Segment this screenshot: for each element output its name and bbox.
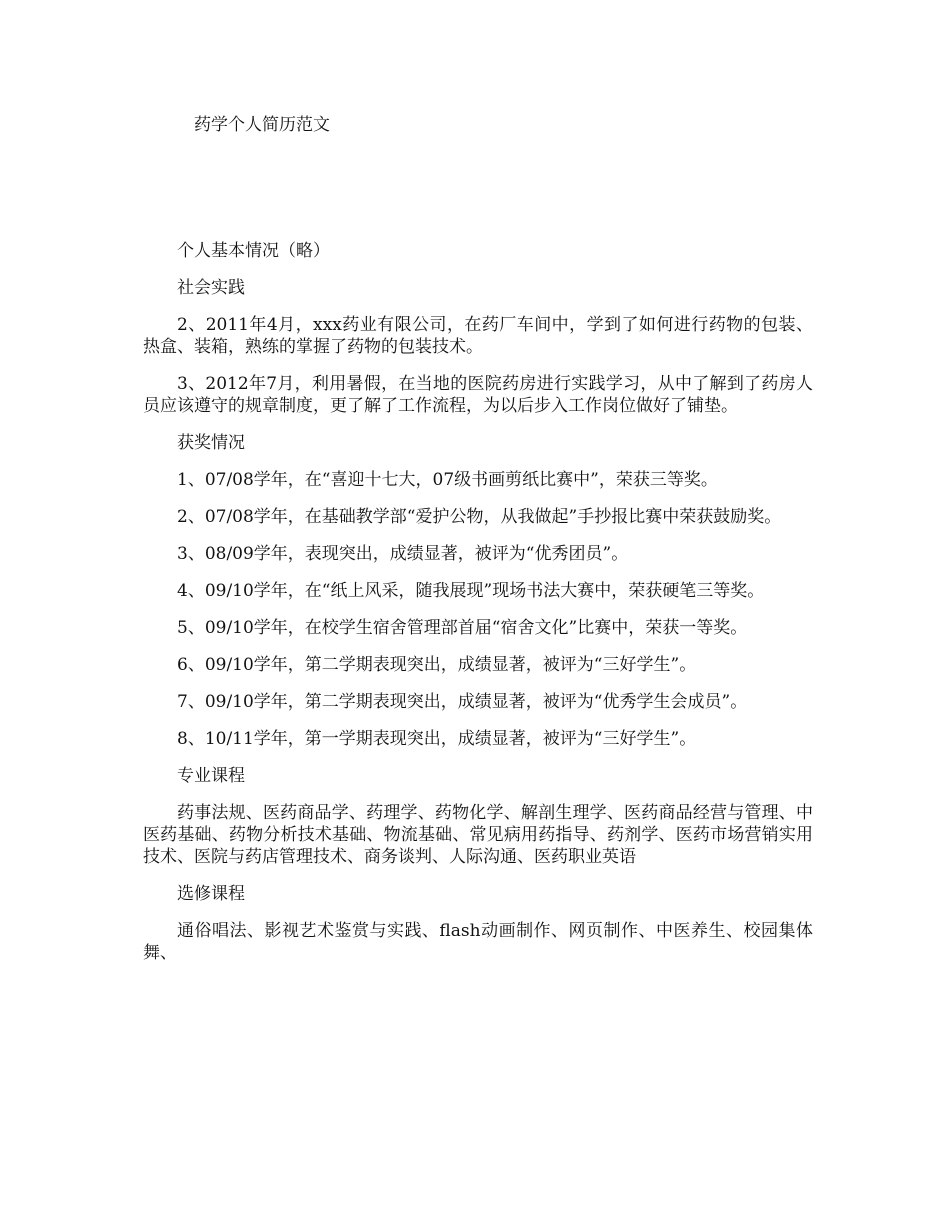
courses-heading: 专业课程 [177,766,245,786]
practice-item: 3、2012年7月，利用暑假，在当地的医院药房进行实践学习，从中了解到了药房人员应该遵守的规章制度，更了解了工作流程，为以后步入工作岗位做好了铺垫。 [143,374,813,416]
basic-info-heading: 个人基本情况（略） [177,241,330,261]
award-item: 8、10/11学年，第一学期表现突出，成绩显著，被评为“三好学生”。 [177,729,697,749]
document-title: 药学个人简历范文 [194,115,330,135]
document-body [143,240,813,979]
courses-text: 药事法规、医药商品学、药理学、药物化学、解剖生理学、医药商品经营与管理、中医药基础、药物分析技术基础、物流基础、常见病用药指导、药剂学、医药市场营销实用技术、医院与药店管理技术、商务谈判、人际沟通、医药职业英语 [143,803,813,867]
award-item: 1、07/08学年，在“喜迎十七大，07级书画剪纸比赛中”，荣获三等奖。 [177,470,718,490]
award-item: 5、09/10学年，在校学生宿舍管理部首届“宿舍文化”比赛中，荣获一等奖。 [177,618,748,638]
award-item: 6、09/10学年，第二学期表现突出，成绩显著，被评为“三好学生”。 [177,655,697,675]
practice-heading: 社会实践 [177,278,245,298]
award-item: 4、09/10学年，在“纸上风采，随我展现”现场书法大赛中，荣获硬笔三等奖。 [177,581,765,601]
electives-heading: 选修课程 [177,884,245,904]
award-item: 2、07/08学年，在基础教学部“爱护公物，从我做起”手抄报比赛中荣获鼓励奖。 [177,507,782,527]
electives-text: 通俗唱法、影视艺术鉴赏与实践、flash动画制作、网页制作、中医养生、校园集体舞、 [143,921,813,963]
award-item: 7、09/10学年，第二学期表现突出，成绩显著，被评为“优秀学生会成员”。 [177,692,748,712]
awards-heading: 获奖情况 [177,433,245,453]
practice-item: 2、2011年4月，xxx药业有限公司，在药厂车间中，学到了如何进行药物的包装、热盒、装箱，熟练的掌握了药物的包装技术。 [143,315,813,357]
award-item: 3、08/09学年，表现突出，成绩显著，被评为“优秀团员”。 [177,544,629,564]
